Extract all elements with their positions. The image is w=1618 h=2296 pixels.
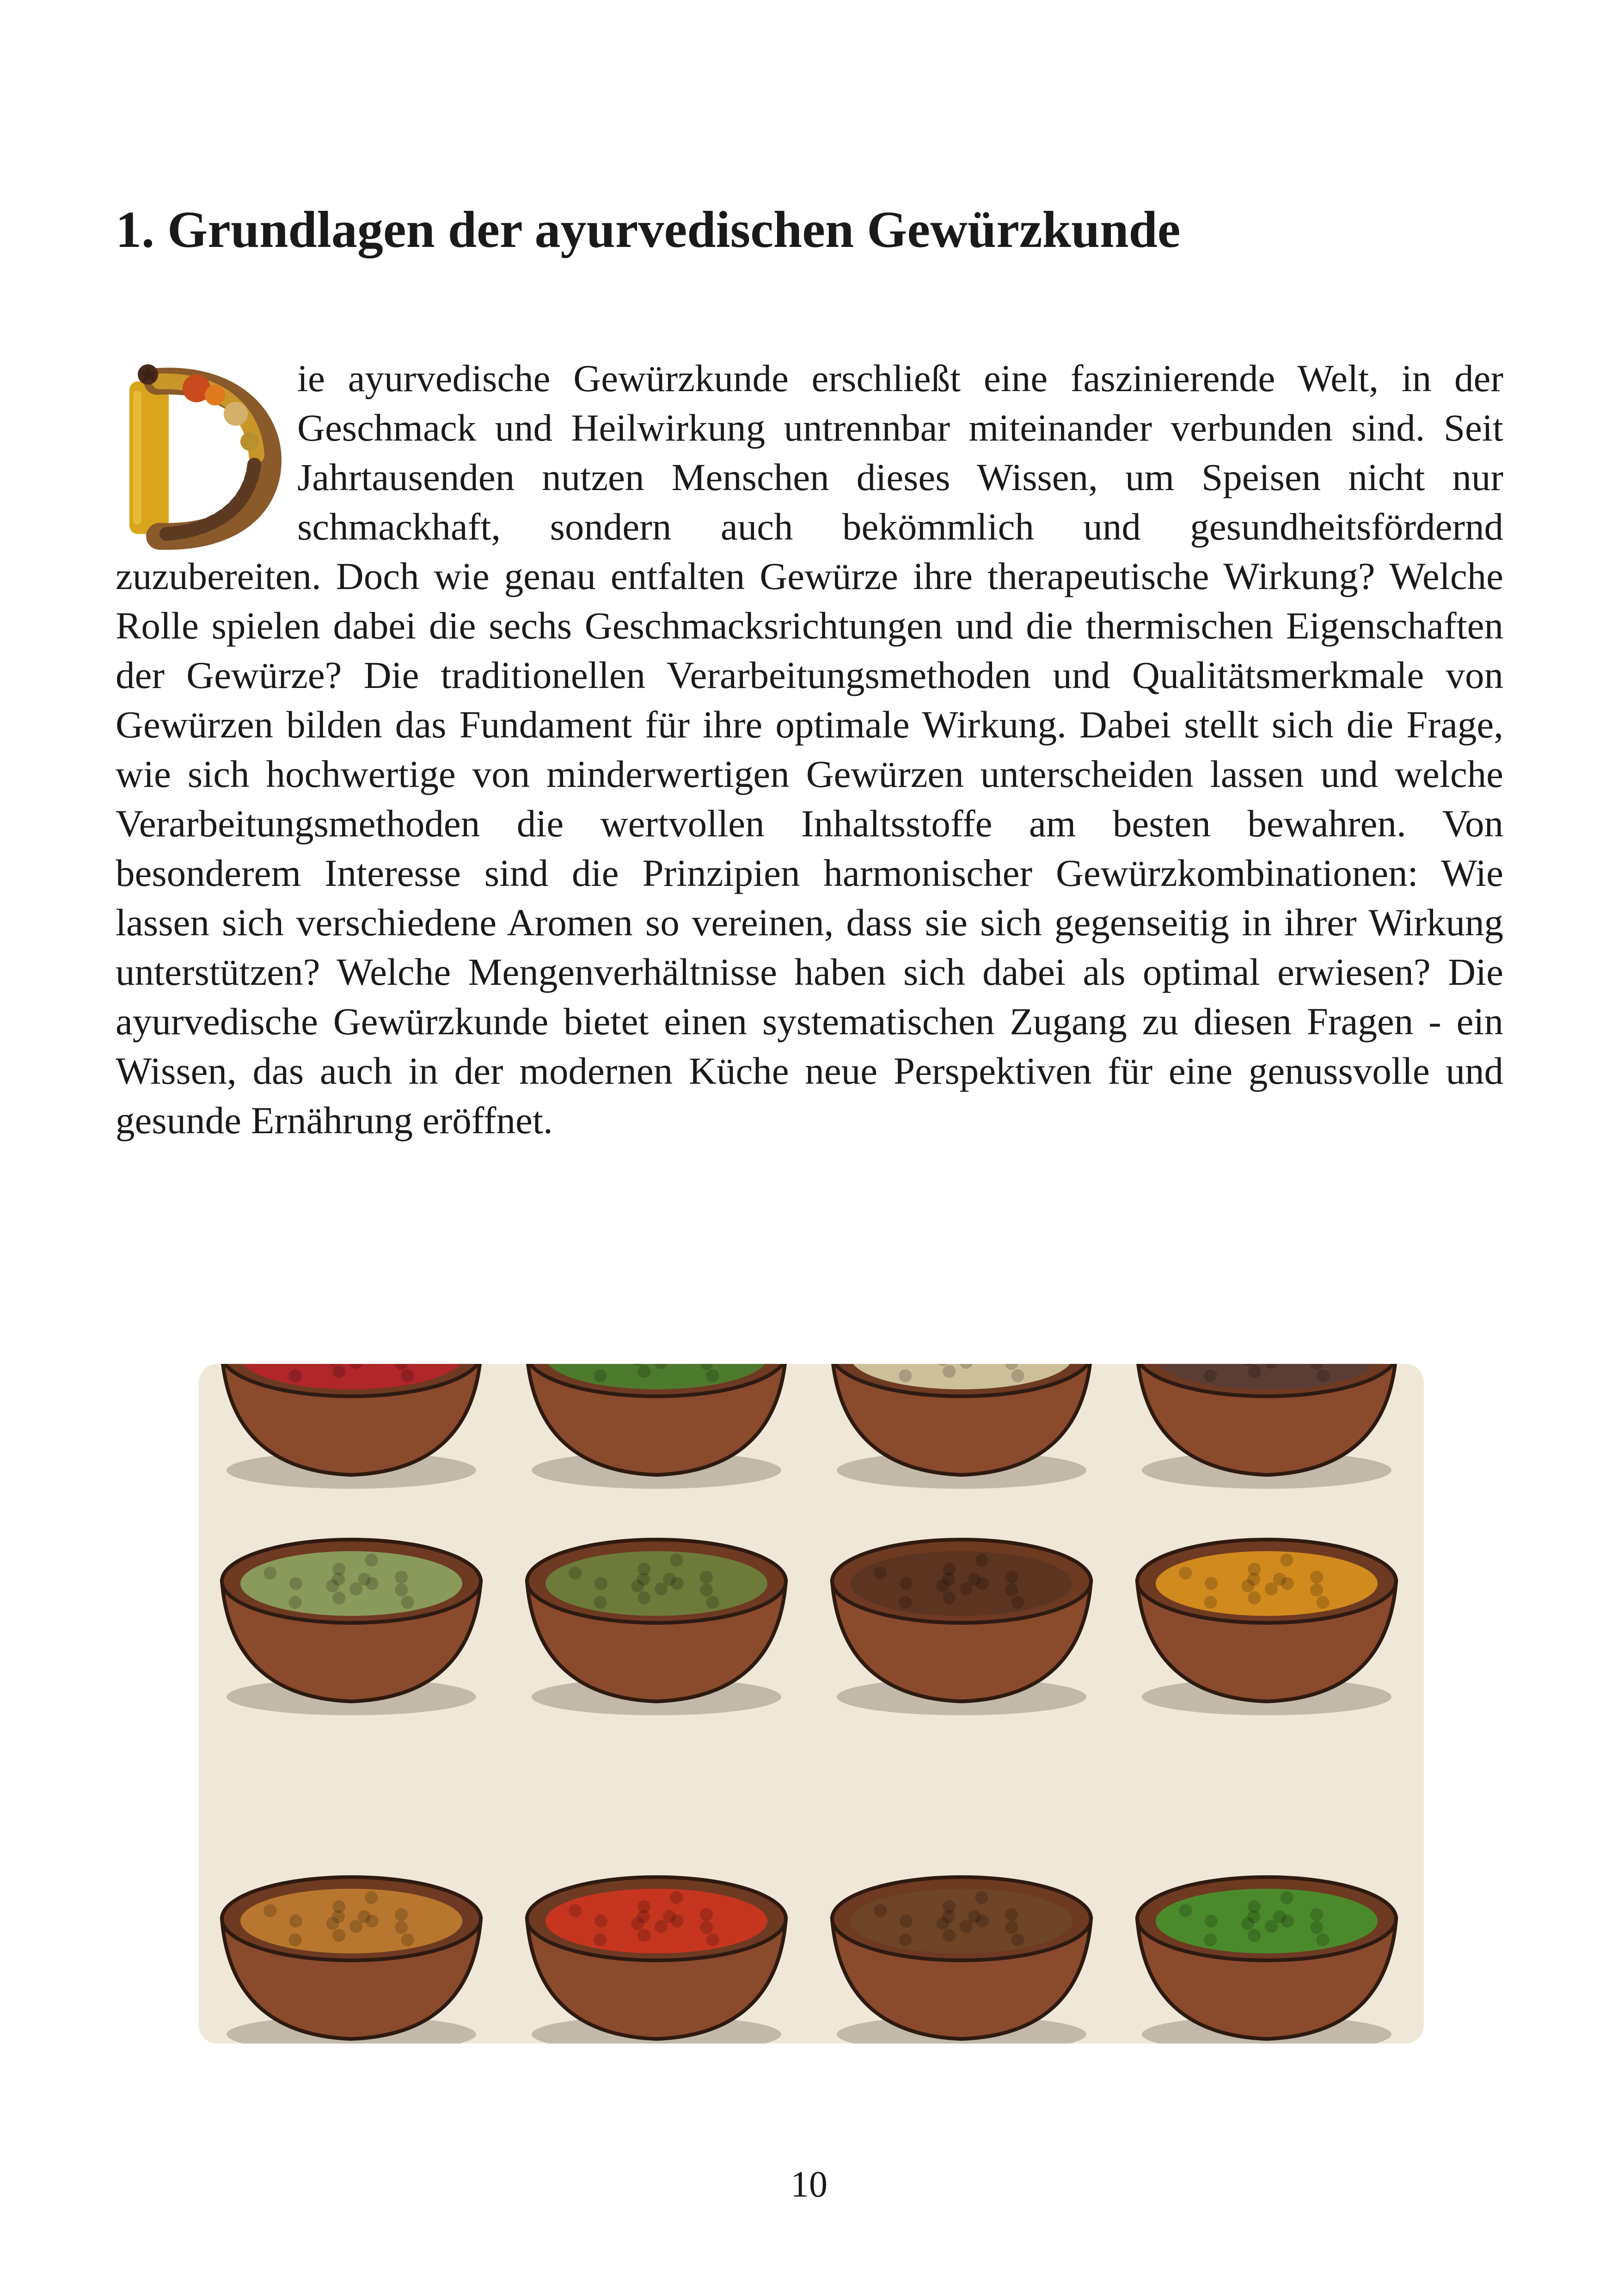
- spice-bowl: [1137, 1364, 1396, 1489]
- spice-bowl: [1137, 1540, 1396, 1715]
- page-number: 10: [791, 2164, 827, 2205]
- spice-bowl: [222, 1364, 481, 1489]
- intro-paragraph: ie ayurvedische Gewürzkunde erschließt eine faszinierende Welt, in der Geschmack und Heilwirkung untrennbar miteinander verbunden sind. Seit Jahrtausenden nutzen Menschen dieses Wissen, um Speisen nicht nur schmackhaft, sondern auch bekömmlich und gesundheitsfördernd zuzubereiten. Doch wie genau entfalten Gewürze ihre therapeutische Wirkung? Welche Rolle spielen dabei die sechs Geschmacksrichtungen und die thermischen Eigenschaften der Gewürze? Die traditionellen Verarbeitungsmethoden und Qualitätsmerkmale von Gewürzen bilden das Fundament für ihre optimale Wirkung. Dabei stellt sich die Frage, wie sich hochwertige von minderwertigen Gewürzen unterscheiden lassen und welche Verarbeitungsmethoden die wertvollen Inhaltsstoffe am besten bewahren. Von besonderem Interesse sind die Prinzipien harmonischer Gewürzkombinationen: Wie lassen sich verschiedene Aromen so vereinen, dass sie sich gegenseitig in ihrer Wirkung unterstützen? Welche Mengenverhältnisse haben sich dabei als optimal erwiesen? Die ayurvedische Gewürzkunde bietet einen systematischen Zugang zu diesen Fragen - ein Wissen, das auch in der modernen Küche neue Perspektiven für eine genussvolle und gesunde Ernährung eröffnet.: [116, 357, 1503, 1142]
- chapter-title: 1. Grundlagen der ayurvedischen Gewürzkunde: [116, 201, 1181, 258]
- spice-bowls-illustration: [199, 1364, 1424, 2044]
- spice-bowl: [832, 1540, 1091, 1715]
- spice-bowl: [222, 1540, 481, 1715]
- spice-bowl: [527, 1364, 786, 1489]
- spice-bowl: [832, 1364, 1091, 1489]
- spice-dropcap-letter: [116, 363, 284, 550]
- spice-bowl: [527, 1540, 786, 1715]
- body-text: [116, 354, 1503, 1145]
